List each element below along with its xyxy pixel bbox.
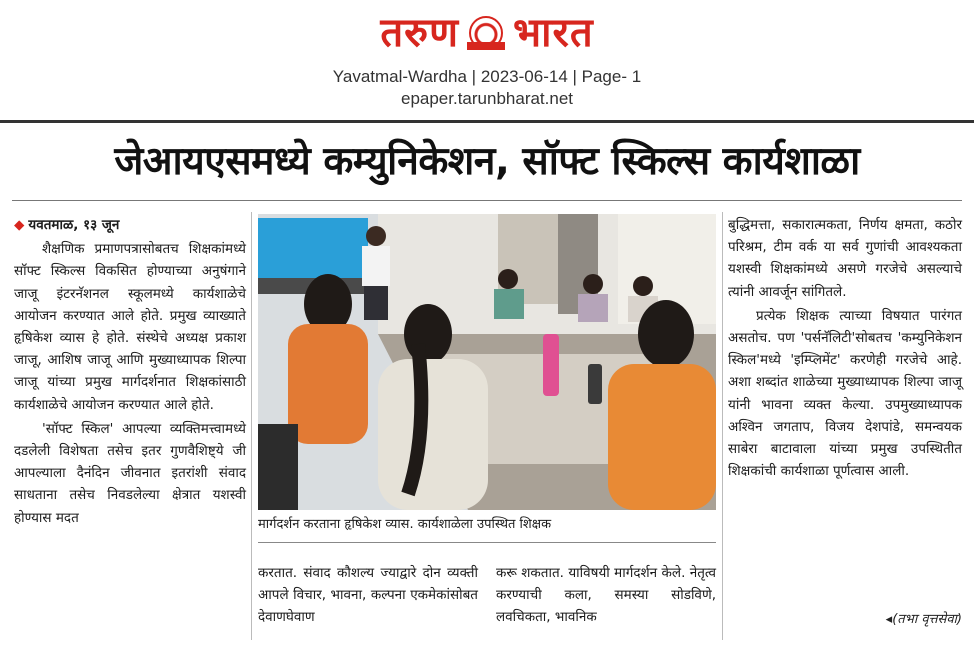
dateline-text: यवतमाळ, १३ जून [28,217,120,233]
column-divider [251,212,252,640]
masthead-divider [0,120,974,123]
paragraph: प्रत्येक शिक्षक त्याच्या विषयात पारंगत असतोच. पण 'पर्सनॅलिटी'सोबतच 'कम्युनिकेशन स्किल'मध्ये 'इम्प्लिमेंट' करणेही गरजेचे आहे. अशा शब्दांत शाळेच्या मुख्याध्यापक शिल्पा जाजू यांनी भावना व्यक्त केल्या. उपमुख्याध्यापक अश्विन जगताप, विजय देशपांडे, समन्वयक साबेरा बाटावाला यांच्या प्रमुख उपस्थितीत शिक्षकांची कार्यशाळा पूर्णत्वास आली. [728,307,962,480]
article-column-left [14,214,246,529]
edition-line: Yavatmal-Wardha | 2023-06-14 | Page- 1 [332,67,642,86]
caption-divider [258,542,716,543]
bullet-diamond-icon: ◆ [14,217,25,233]
news-service-credit [838,610,962,630]
paragraph: शैक्षणिक प्रमाणपत्रासोबतच शिक्षकांमध्ये सॉफ्ट स्किल्स विकसित होण्याच्या अनुषंगाने जाजू इंटरनॅशनल स्कूलमध्ये कार्यशाळेचे आयोजन करण्यात आले होते. प्रमुख व्याख्याते हृषिकेश व्यास हे होते. संस्थेचे अध्यक्ष प्रकाश जाजू, आशिष जाजू आणि मुख्याध्यापक शिल्पा जाजू यांच्या प्रमुख मार्गदर्शनात शिक्षकांसाठी कार्यशाळेचे आयोजन करण्यात आले होते. [14,241,246,413]
photo-caption: मार्गदर्शन करताना हृषिकेश व्यास. कार्यशाळेला उपस्थित शिक्षक [258,517,552,532]
article-columns-middle [258,562,718,642]
paragraph: 'सॉफ्ट स्किल' आपल्या व्यक्तिमत्त्वामध्ये दडलेली विशेषता तसेच इतर गुणवैशिष्ट्ये जी आपल्याला दैनंदिन जीवनात इतरांशी संवाद साधताना तसेच निवडलेल्या क्षेत्रात यशस्वी होण्यास मदत [14,420,246,526]
credit-arrow-icon: ◂ [885,612,893,627]
epaper-url[interactable]: epaper.tarunbharat.net [400,89,574,108]
headline-divider [12,200,962,201]
dateline [14,214,246,236]
article-headline: जेआयएसमध्ये कम्युनिकेशन, सॉफ्ट स्किल्स कार्यशाळा [114,139,860,184]
newspaper-logo[interactable] [380,8,593,58]
article-photo[interactable] [258,214,716,510]
logo-text-left: तरुण [380,10,459,56]
paragraph: करू शकतात. याविषयी मार्गदर्शन केले. नेतृत्व करण्याची कला, समस्या सोडविणे, लवचिकता, भावनिक [496,565,716,626]
credit-text: (तभा वृत्तसेवा) [892,612,962,627]
masthead [0,8,974,62]
logo-text-right: भारत [513,10,594,56]
article-column-right [728,214,962,482]
paragraph: करतात. संवाद कौशल्य ज्याद्वारे दोन व्यक्ती आपले विचार, भावना, कल्पना एकमेकांसोबत देवाणघेवाण [258,565,478,626]
workshop-photo-illustration [258,214,716,510]
column-divider [722,212,723,640]
paragraph: बुद्धिमत्ता, सकारात्मकता, निर्णय क्षमता, कठोर परिश्रम, टीम वर्क या सर्व गुणांची आवश्यकता यशस्वी शिक्षकांमध्ये असणे गरजेचे असल्याचे त्यांनी आवर्जून सांगितले. [728,217,962,300]
sunrise-emblem-icon [467,14,505,52]
